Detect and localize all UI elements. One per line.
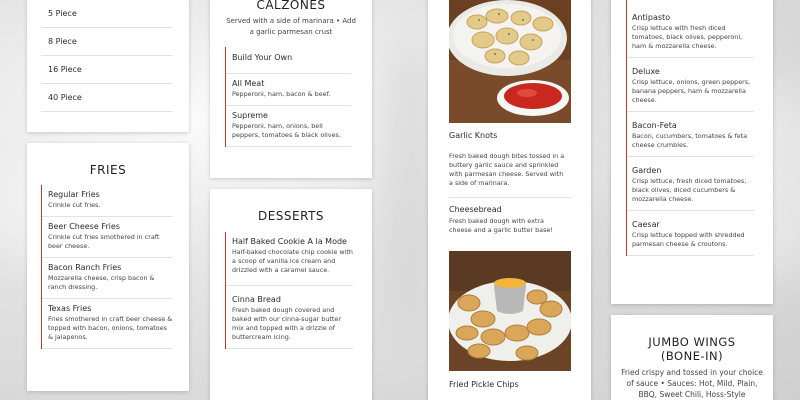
list-item[interactable] <box>627 112 754 157</box>
section-title: CALZONES <box>256 0 326 12</box>
item-description: Fresh baked dough bites tossed in a buttery garlic sauce and sprinkled with parmesan cheese. Served with a side of marinara. <box>449 152 565 187</box>
item-name: Supreme <box>232 111 268 120</box>
salads-card <box>611 0 773 304</box>
item-description: Bacon, cucumbers, tomatoes & feta cheese crumbles. <box>632 132 748 149</box>
item-name[interactable]: Garlic Knots <box>449 131 498 140</box>
list-item[interactable] <box>41 56 173 84</box>
item-name: 40 Piece <box>48 93 82 102</box>
fried-pickle-chips-photo <box>449 251 571 371</box>
list-item[interactable] <box>42 258 173 299</box>
item-description: Pepperoni, ham, onions, bell peppers, tomatoes & black olives. <box>232 122 341 139</box>
section-title: JUMBO WINGS <box>648 335 736 349</box>
garlic-knots-image <box>449 0 571 123</box>
section-title: DESSERTS <box>257 209 325 223</box>
item-name: Beer Cheese Fries <box>48 222 120 231</box>
fries-list <box>41 185 173 349</box>
item-description: Crisp lettuce topped with shredded parmesan cheese & croutons. <box>632 231 745 248</box>
item-description: Fresh baked dough with extra cheese and a garlic butter base! <box>449 217 553 234</box>
item-description: Crinkle cut fries smothered in craft beer cheese. <box>48 233 160 250</box>
desserts-card <box>210 189 372 400</box>
list-item[interactable] <box>41 84 173 112</box>
item-name: Regular Fries <box>48 190 100 199</box>
item-description: Crisp lettuce, onions, green peppers, banana peppers, ham & mozzarella cheese. <box>632 78 751 104</box>
list-item[interactable] <box>226 286 353 349</box>
list-item[interactable] <box>226 232 353 286</box>
item-description: Mozzarella cheese, crisp bacon & ranch dressing. <box>48 274 155 291</box>
list-item[interactable] <box>42 217 173 258</box>
item-name: 16 Piece <box>48 65 82 74</box>
item-description: Fries smothered in craft beer cheese & topped with bacon, onions, tomatoes & jalapenos. <box>48 315 173 341</box>
garlic-knots-photo <box>449 0 571 123</box>
item-name: 5 Piece <box>48 9 77 18</box>
item-name: All Meat <box>232 79 265 88</box>
item-name: Build Your Own <box>232 53 293 62</box>
list-item[interactable] <box>226 47 351 74</box>
list-item[interactable] <box>627 157 754 211</box>
item-name: Bacon Ranch Fries <box>48 263 122 272</box>
pizza-sizes-card <box>27 0 189 132</box>
list-item[interactable] <box>226 74 351 106</box>
item-description: Fresh baked dough covered and baked with our cinna-sugar butter mix and topped with a drizzle of buttercream icing. <box>232 306 341 341</box>
desserts-list <box>225 232 353 349</box>
item-name: Garden <box>632 166 662 175</box>
item-name[interactable]: Fried Pickle Chips <box>449 380 519 389</box>
fries-card <box>27 143 189 391</box>
item-name: Cinna Bread <box>232 295 281 304</box>
list-item[interactable] <box>42 185 173 217</box>
item-description: Crisp lettuce with fresh diced tomatoes, black olives, pepperoni, ham & mozzarella cheese. <box>632 24 743 50</box>
item-name: Texas Fries <box>48 304 92 313</box>
section-title: FRIES <box>89 163 127 177</box>
item-name: Bacon-Feta <box>632 121 677 130</box>
item-name[interactable]: Cheesebread <box>449 205 502 214</box>
calzones-card <box>210 0 372 178</box>
section-subtitle: Served with a side of marinara • Add a garlic parmesan crust <box>226 17 356 36</box>
list-item[interactable] <box>627 0 754 58</box>
salads-list <box>626 0 754 256</box>
divider <box>449 197 571 198</box>
section-subtitle: Fried crispy and tossed in your choice of sauce • Sauces: Hot, Mild, Plain, BBQ, Sweet Chili, Hoss-Style <box>621 368 763 399</box>
list-item[interactable] <box>42 299 173 349</box>
item-description: Half-baked chocolate chip cookie with a scoop of vanilla ice cream and drizzled with a caramel sauce. <box>232 248 353 274</box>
list-item[interactable] <box>627 211 754 256</box>
list-item[interactable] <box>226 106 351 147</box>
jumbo-wings-card <box>611 315 773 400</box>
item-name: Antipasto <box>632 13 671 22</box>
item-description: Crinkle cut fries. <box>48 201 101 209</box>
item-name: Caesar <box>632 220 660 229</box>
item-description: Pepperoni, ham, bacon & beef. <box>232 90 331 98</box>
list-item[interactable] <box>41 28 173 56</box>
section-subtitle-heading: (BONE-IN) <box>660 349 724 363</box>
item-description: Crisp lettuce, fresh diced tomatoes, black olives, diced cucumbers & mozzarella cheese. <box>632 177 747 203</box>
item-name: Deluxe <box>632 67 660 76</box>
item-name: 8 Piece <box>48 37 77 46</box>
list-item[interactable] <box>627 58 754 112</box>
item-name: Half Baked Cookie A la Mode <box>232 237 347 246</box>
calzones-list <box>225 47 351 147</box>
fried-pickle-image <box>449 251 571 371</box>
appetizers-card <box>428 0 591 400</box>
list-item[interactable] <box>41 0 173 28</box>
